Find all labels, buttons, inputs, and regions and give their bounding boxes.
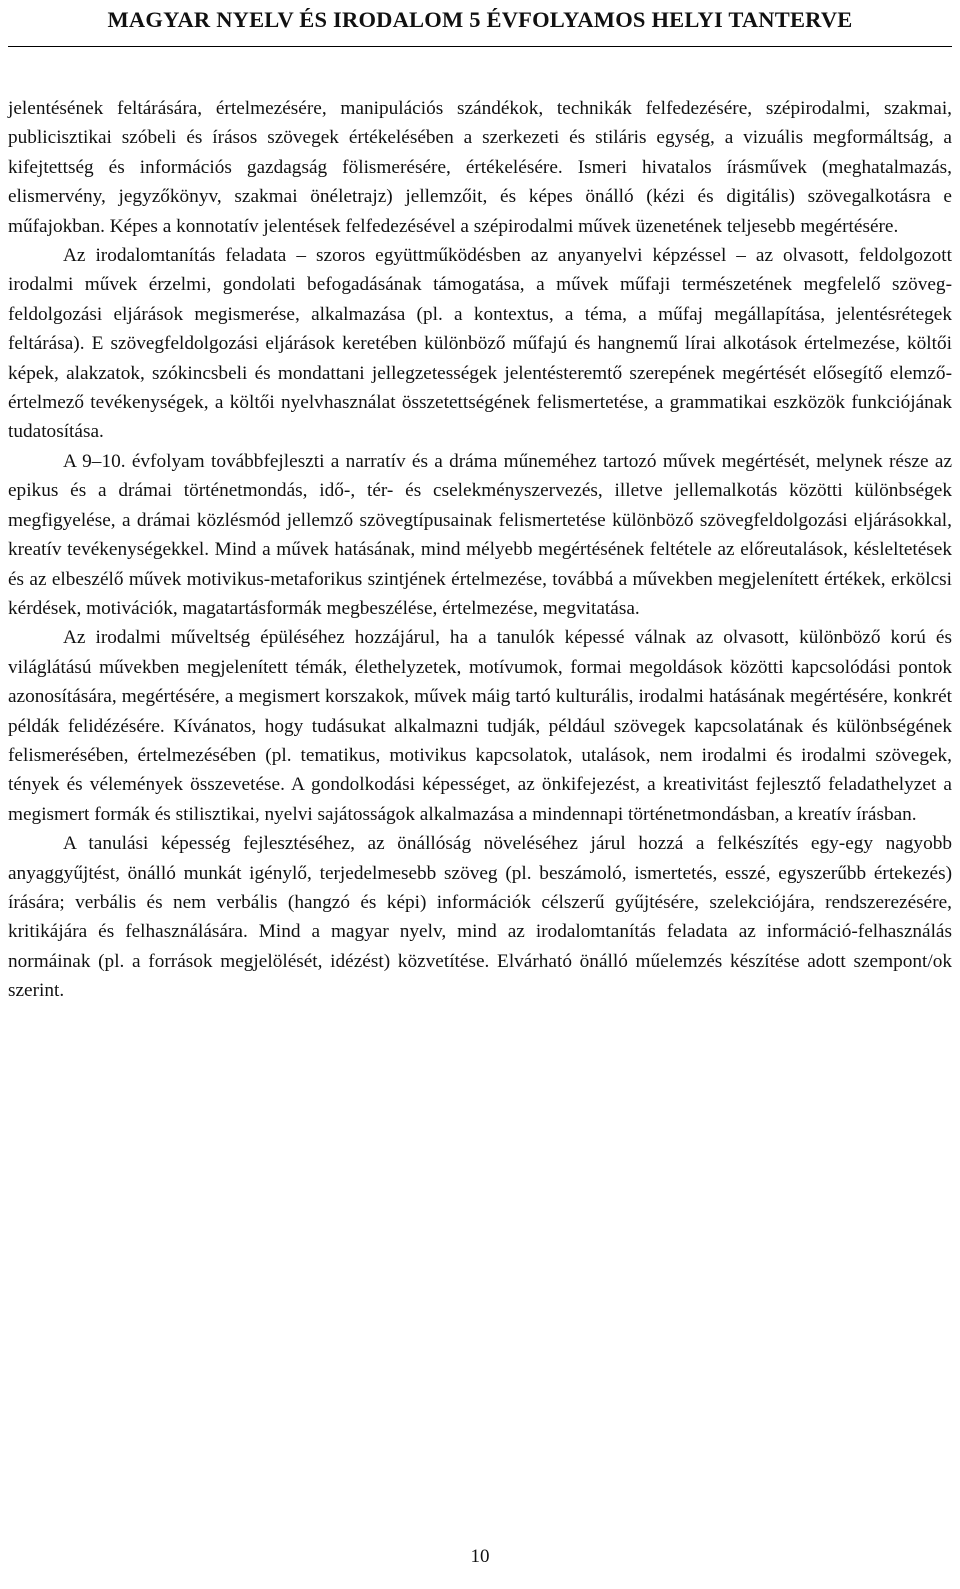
paragraph-2: Az irodalomtanítás feladata – szoros együttműködésben az anyanyelvi képzéssel – az olvasott, feldolgozott irodalmi művek érzelmi, gondolati befogadásának támogatása, a művek műfaji természetének megfelelő szöveg-feldolgozási eljárások megismerése, alkalmazása (pl. a kontextus, a téma, a műfaj megállapítása, jelentésrétegek feltárása). E szövegfeldolgozási eljárások keretében különböző műfajú és hangnemű lírai alkotások értelmezése, költői képek, alakzatok, szókincsbeli és mondattani jellegzetességek jelentésteremtő szerepének megértését elősegítő elemző-értelmező tevékenységek, a költői nyelvhasználat összetettségének felismertetése, a grammatikai eszközök funkciójának tudatosítása. [8,245,952,443]
paragraph-3: A 9–10. évfolyam továbbfejleszti a narratív és a dráma műneméhez tartozó művek megértését, melynek része az epikus és a drámai történetmondás, idő-, tér- és cselekményszervezés, illetve jellemalkotás közötti különbségek megfigyelése, a drámai közlésmód jellemző szövegtípusainak felismertetése különböző szövegfeldolgozási eljárásokkal, kreatív tevékenységekkel. Mind a művek hatásának, mind mélyebb megértésének feltétele az előreutalások, késleltetések és az elbeszélő művek motivikus-metaforikus szintjének értelmezése, továbbá a művekben megjelenített értékek, erkölcsi kérdések, motivációk, magatartásformák megbeszélése, értelmezése, megvitatása. [8,450,952,619]
body-text [8,94,952,1006]
paragraph-5: A tanulási képesség fejlesztéséhez, az önállóság növeléséhez járul hozzá a felkészítés egy-egy nagyobb anyaggyűjtést, önálló munkát igénylő, terjedelmesebb szöveg (pl. beszámoló, ismertetés, esszé, egyszerűbb értekezés) írására; verbális és nem verbális (hangzó és képi) információk célszerű gyűjtésére, szelekciójára, rendszerezésére, kritikájára és felhasználására. Mind a magyar nyelv, mind az irodalomtanítás feladata az információ-felhasználás normáinak (pl. a források megjelölését, idézést) közvetítése. Elvárható önálló műelemzés készítése adott szempont/ok szerint. [8,833,952,1002]
page-number: 10 [470,1546,490,1567]
page-header [8,6,952,47]
paragraph-4: Az irodalmi műveltség épüléséhez hozzájárul, ha a tanulók képessé válnak az olvasott, különböző korú és világlátású művekben megjelenített témák, élethelyzetek, motívumok, formai megoldások közötti kapcsolódási pontok azonosítására, megértésére, a megismert korszakok, művek máig tartó kulturális, irodalmi hatásának megértésére, konkrét példák felidézésére. Kívánatos, hogy tudásukat alkalmazni tudják, például szövegek kapcsolatának és különbségének felismerésében, értelmezésében (pl. tematikus, motivikus kapcsolatok, utalások, nem irodalmi és irodalmi szövegek, tények és vélemények összevetése. A gondolkodási képességet, az önkifejezést, a kreativitást fejlesztő feladathelyzet a megismert formák és stilisztikai, nyelvi sajátosságok alkalmazása a mindennapi történetmondásban, a kreatív írásban. [8,627,952,825]
document-title: MAGYAR NYELV ÉS IRODALOM 5 ÉVFOLYAMOS HELYI TANTERVE [107,7,853,32]
paragraph-1: jelentésének feltárására, értelmezésére, manipulációs szándékok, technikák felfedezésére, szépirodalmi, szakmai, publicisztikai szóbeli és írásos szövegek értékelésében a szerkezeti és stiláris egység, a vizuális megformáltság, a kifejtettség és információs gazdagság fölismerésére, értékelésére. Ismeri hivatalos írásművek (meghatalmazás, elismervény, jegyzőkönyv, szakmai önéletrajz) jellemzőit, és képes önálló (kézi és digitális) szövegalkotásra e műfajokban. Képes a konnotatív jelentések felfedezésével a szépirodalmi művek üzenetének teljesebb megértésére. [8,98,952,237]
